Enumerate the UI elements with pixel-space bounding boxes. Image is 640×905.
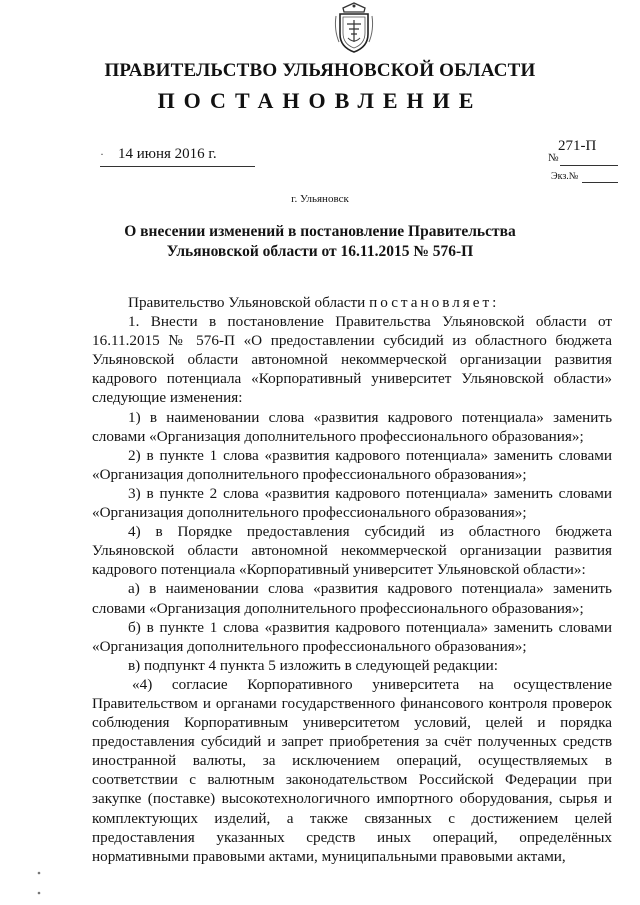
paragraph-1-4-b: б) в пункте 1 слова «развития кадрового потенциала» заменить словами «Организация дополнительного профессионального образования»;: [92, 618, 612, 655]
paragraph-1-3: 3) в пункте 2 слова «развития кадрового потенциала» заменить словами «Организация дополнительного профессионального образования»;: [92, 484, 612, 522]
coat-of-arms-icon: [333, 2, 375, 54]
copy-number-label: Экз.№: [551, 171, 579, 182]
scan-margin-mark: [36, 890, 42, 896]
number-label: №: [548, 152, 559, 164]
paragraph-1-4-v: в) подпункт 4 пункта 5 изложить в следующей редакции:: [128, 656, 499, 674]
document-body: [92, 293, 612, 866]
subject-line-1: О внесении изменений в постановление Правительства: [124, 223, 516, 240]
preamble: [92, 293, 612, 312]
preamble-lead: Правительство Ульяновской области: [128, 294, 370, 311]
government-title: ПРАВИТЕЛЬСТВО УЛЬЯНОВСКОЙ ОБЛАСТИ: [104, 60, 536, 81]
subject-line-2: Ульяновской области от 16.11.2015 № 576-П: [166, 243, 474, 260]
paragraph-1-4: 4) в Порядке предоставления субсидий из областного бюджета Ульяновской области автономной некоммерческой организации развития кадрового потенциала «Корпоративный университет Ульяновской области»:: [92, 523, 612, 579]
document-subject: [0, 222, 640, 262]
number-underline: [560, 165, 618, 166]
paragraph-1-1: 1) в наименовании слова «развития кадрового потенциала» заменить словами «Организация дополнительного профессионального образования»;: [92, 408, 612, 445]
paragraph-1-4-a: а) в наименовании слова «развития кадрового потенциала» заменить словами «Организация дополнительного профессионального образования»;: [92, 580, 612, 617]
paragraph-1: 1. Внести в постановление Правительства Ульяновской области от 16.11.2015 № 576-П «О предоставлении субсидий из областного бюджета Ульяновской области автономной некоммерческой организации развития кадрового потенциала «Корпоративный университет Ульяновской области» следующие изменения:: [92, 313, 612, 407]
paragraph-1-4-v-quote: «4) согласие Корпоративного университета на осуществление Правительством и органами государственного финансового контроля проверок соблюдения Корпоративным университетом условий, целей и порядка предоставления субсидий и запрет приобретения за счёт полученных средств иностранной валюты, за исключением операций, осуществляемых в соответствии с валютным законодательством Российской Федерации при закупке (поставке) высокотехнологичного импортного оборудования, сырья и комплектующих изделий, а также связанных с достижением целей предоставления указанных средств иных операций, определённых нормативными правовыми актами, муниципальными правовыми актами,: [92, 675, 612, 865]
paragraph-1-2: 2) в пункте 1 слова «развития кадрового потенциала» заменить словами «Организация дополнительного профессионального образования»;: [92, 446, 612, 483]
city-label: г. Ульяновск: [291, 193, 349, 205]
document-type-title: ПОСТАНОВЛЕНИЕ: [157, 88, 483, 113]
preamble-keyword: постановляет:: [369, 294, 500, 311]
document-number: 271-П: [558, 138, 597, 154]
scan-margin-mark: [36, 870, 42, 876]
date-underline: [100, 166, 255, 167]
document-date: 14 июня 2016 г.: [118, 146, 217, 162]
copy-number-underline: [582, 182, 618, 183]
margin-dot: ·: [100, 147, 104, 161]
